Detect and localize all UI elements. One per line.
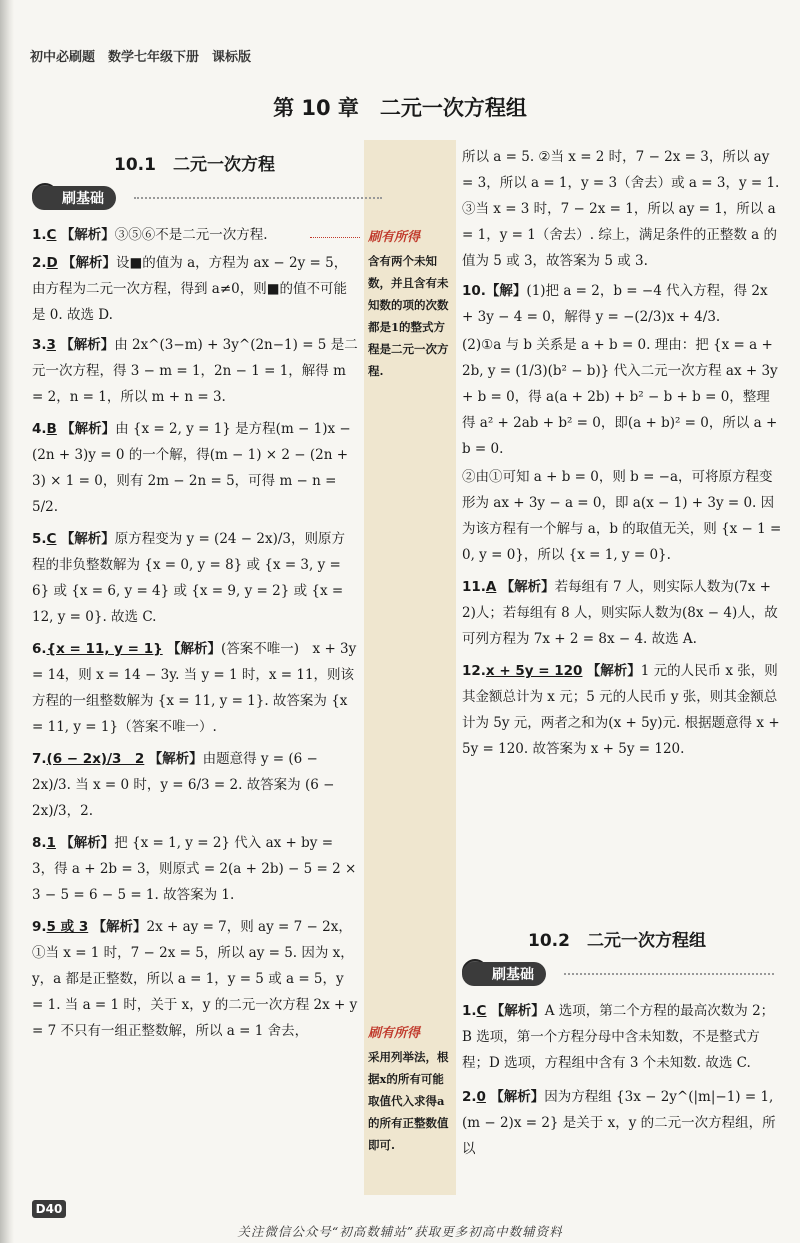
analysis-tag: 【解析】: [92, 919, 147, 935]
analysis-tag: 【解析】: [62, 255, 117, 271]
solution-item: [32, 416, 358, 520]
solution-text: 若每组有 7 人，则实际人数为(7x + 2)人；若每组有 8 人，则实际人数为(8x − 4)人，故可列方程为 7x + 2 = 8x − 4. 故选 A.: [462, 579, 778, 647]
question-number: 12.: [462, 663, 486, 679]
badge-label: 刷基础: [462, 962, 546, 986]
solution-item: [462, 1084, 782, 1162]
badge-label: 刷基础: [32, 186, 116, 210]
solution-text: A 选项，第二个方程的最高次数为 2；B 选项，第一个方程分母中含未知数，不是整式方程；D 选项，方程组中含有 3 个未知数. 故选 C.: [462, 1003, 775, 1071]
analysis-tag: 【解析】: [500, 579, 555, 595]
solution-text: 由 {x = 2, y = 1} 是方程(m − 1)x − (2n + 3)y = 0 的一个解，得(m − 1) × 2 − (2n + 3) × 1 = 0，则有 2m − 2n = 5，可得 m − n = 5/2.: [32, 421, 351, 515]
solution-item: [462, 464, 782, 568]
analysis-tag: 【解析】: [148, 751, 203, 767]
answer: (6 − 2x)/3 2: [46, 751, 145, 767]
question-number: 2.: [462, 1089, 477, 1105]
question-number: 1.: [32, 227, 47, 243]
analysis-tag: 【解析】: [61, 421, 116, 437]
question-number: 7.: [32, 751, 47, 767]
solution-item: [462, 332, 782, 462]
solution-text: 把 {x = 1, y = 2} 代入 ax + by = 3，得 a + 2b = 3，则原式 = 2(a + 2b) − 5 = 2 × 3 − 5 = 6 − 5 = 1. 故答案为 1.: [32, 835, 357, 903]
solution-text: ③⑤⑥不是二元一次方程.: [114, 227, 268, 243]
section-badge: [32, 186, 116, 210]
solution-item: [462, 998, 782, 1076]
section-badge: [462, 962, 546, 986]
solution-text: (1)把 a = 2，b = −4 代入方程，得 2x + 3y − 4 = 0，解得 y = −(2/3)x + 4/3.: [462, 283, 768, 325]
solution-item: [32, 332, 358, 410]
question-number: 6.: [32, 641, 47, 657]
chapter-title: 第 10 章 二元一次方程组: [273, 96, 527, 120]
solution-item: [462, 144, 782, 274]
answer: x + 5y = 120: [485, 663, 583, 679]
answer: C: [46, 531, 57, 547]
question-number: 4.: [32, 421, 47, 437]
solution-item: [32, 222, 358, 248]
analysis-tag: 【解析】: [490, 1003, 545, 1019]
solution-text: (答案不唯一) x + 3y = 14，则 x = 14 − 3y. 当 y = 1 时，x = 11，则该方程的一组整数解为 {x = 11, y = 1}. 故答案为 {x = 11, y = 1}（答案不唯一）.: [32, 641, 357, 735]
solution-item: [32, 250, 358, 328]
answer: C: [46, 227, 57, 243]
analysis-tag: 【解析】: [60, 531, 115, 547]
solution-item: [32, 830, 358, 908]
solution-text: 1 元的人民币 x 张，则其金额总计为 x 元；5 元的人民币 y 张，则其金额总计为 5y 元，两者之和为(x + 5y)元. 根据题意得 x + 5y = 120. 故答案为 x + 5y = 120.: [462, 663, 780, 757]
solution-text: (2)①a 与 b 关系是 a + b = 0. 理由：把 {x = a + 2b, y = (1/3)(b² − b)} 代入二元一次方程 ax + 3y + b = 0，得 a(a + 2b) + b² − b + b = 0，整理得 a² + 2ab + b² = 0，即(a + b)² = 0，所以 a + b = 0.: [462, 337, 778, 457]
sidebar-title: 刷有所得: [368, 230, 421, 245]
question-number: 2.: [32, 255, 47, 271]
sidebar-title: 刷有所得: [368, 1026, 421, 1041]
question-number: 1.: [462, 1003, 477, 1019]
solution-text: 2x + ay = 7，则 ay = 7 − 2x，①当 x = 1 时，7 − 2x = 5，所以 ay = 5. 因为 x，y，a 都是正整数，所以 a = 1，y = 5 或 a = 5，y = 1. 当 a = 1 时，关于 x，y 的二元一次方程 2x + y = 7 不只有一组正整数解，所以 a = 1 舍去，: [32, 919, 358, 1039]
solution-item: [32, 746, 358, 824]
left-column: [32, 222, 358, 1044]
right-column: [462, 144, 782, 762]
solution-item: [462, 658, 782, 762]
solution-text: 原方程变为 y = (24 − 2x)/3，则原方程的非负整数解为 {x = 0, y = 8} 或 {x = 3, y = 6} 或 {x = 6, y = 4} 或 {x = 9, y = 2} 或 {x = 12, y = 0}. 故选 C.: [32, 531, 346, 625]
solution-item: [32, 526, 358, 630]
question-number: 3.: [32, 337, 47, 353]
badge-divider: [564, 973, 774, 975]
solution-text: 由题意得 y = (6 − 2x)/3. 当 x = 0 时，y = 6/3 = 2. 故答案为 (6 − 2x)/3，2.: [32, 751, 335, 819]
solution-text: 设■的值为 a，方程为 ax − 2y = 5，由方程为二元一次方程，得到 a≠0，则■的值不可能是 0. 故选 D.: [32, 255, 348, 323]
answer: 3: [46, 337, 56, 353]
analysis-tag: 【解析】: [167, 641, 221, 657]
answer: {x = 11, y = 1}: [46, 641, 163, 657]
sidebar-text: 含有两个未知数，并且含有未知数的项的次数都是1的整式方程是二元一次方程.: [368, 254, 449, 378]
analysis-tag: 【解析】: [60, 227, 115, 243]
right-column-section-2: [462, 998, 782, 1162]
answer: B: [46, 421, 57, 437]
question-number: 10.: [462, 283, 486, 299]
answer: 0: [476, 1089, 486, 1105]
solution-item: [462, 574, 782, 652]
solution-item: [462, 278, 782, 330]
answer: A: [485, 579, 497, 595]
answer: C: [476, 1003, 487, 1019]
analysis-tag: 【解析】: [490, 1089, 545, 1105]
answer: D: [46, 255, 58, 271]
answer: 5 或 3: [46, 919, 89, 935]
question-number: 5.: [32, 531, 47, 547]
solution-item: [32, 636, 358, 740]
solution-item: [32, 914, 358, 1044]
analysis-tag: 【解析】: [60, 337, 115, 353]
question-number: 9.: [32, 919, 47, 935]
section-title: 10.2 二元一次方程组: [528, 931, 706, 951]
solution-text: ②由①可知 a + b = 0，则 b = −a，可将原方程变形为 ax + 3y − a = 0，即 a(x − 1) + 3y = 0. 因为该方程有一个解与 a，b 的取值无关，则 {x − 1 = 0, y = 0}，所以 {x = 1, y = 0}.: [462, 469, 782, 563]
question-number: 8.: [32, 835, 47, 851]
page-number: D40: [32, 1200, 66, 1218]
question-number: 11.: [462, 579, 486, 595]
badge-divider: [134, 197, 382, 199]
solution-text: 因为方程组 {3x − 2y^(|m|−1) = 1, (m − 2)x = 2} 是关于 x，y 的二元一次方程组，所以: [462, 1089, 776, 1157]
analysis-tag: 【解析】: [586, 663, 641, 679]
solution-text: 所以 a = 5. ②当 x = 2 时，7 − 2x = 3，所以 ay = 3，所以 a = 1，y = 3（舍去）或 a = 3，y = 1. ③当 x = 3 时，7 − 2x = 1，所以 ay = 1，所以 a = 1，y = 1（舍去）. 综上，满足条件的正整数 a 的值为 5 或 3，故答案为 5 或 3.: [462, 149, 780, 269]
analysis-tag: 【解】: [485, 283, 527, 299]
page-edge-shadow: [0, 0, 14, 1243]
sidebar-text: 采用列举法，根据x的所有可能取值代入求得a的所有正整数值即可.: [368, 1050, 449, 1152]
running-header: 初中必刷题 数学七年级下册 课标版: [30, 50, 252, 65]
solution-text: 由 2x^(3−m) + 3y^(2n−1) = 5 是二元一次方程，得 3 − m = 1，2n − 1 = 1，解得 m = 2，n = 1，所以 m + n = 3.: [32, 337, 358, 405]
analysis-tag: 【解析】: [60, 835, 115, 851]
footer-note: 关注微信公众号“初高数辅站”获取更多初高中数辅资料: [237, 1224, 563, 1239]
section-title: 10.1 二元一次方程: [114, 155, 275, 175]
answer: 1: [46, 835, 56, 851]
